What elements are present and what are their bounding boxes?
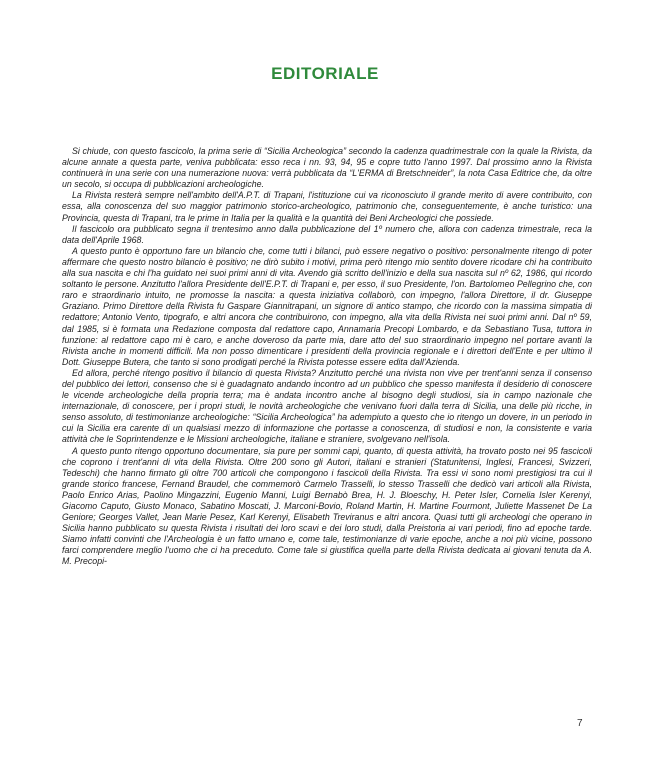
page-number: 7: [577, 718, 583, 729]
article-body: [62, 146, 592, 568]
paragraph: Si chiude, con questo fascicolo, la prima serie di “Sicilia Archeologica” secondo la cadenza quadrimestrale con la quale la Rivista, da alcune annate a questa parte, veniva pubblicata: esso reca i nn. 93, 94, 95 e copre tutto l'anno 1997. Dal prossimo anno la Rivista continuerà in una serie con una numerazione nuova: verrà pubblicata da “L'ERMA di Bretschneider”, la nota Casa Editrice che, da oltre un secolo, si occupa di pubblicazioni archeologiche.: [62, 146, 592, 190]
paragraph: Ed allora, perché ritengo positivo il bilancio di questa Rivista? Anzitutto perché una rivista non vive per trent'anni senza il consenso del pubblico dei lettori, consenso che si è guadagnato andando incontro ad un pubblico che spesso manifesta il desiderio di conoscere le vicende archeologiche della propria terra; ma è andata incontro anche al bisogno degli studiosi, sia in campo nazionale che internazionale, di conoscere, per i propri studi, le novità archeologiche che venivano fuori dalla terra di Sicilia, una delle più ricche, in senso assoluto, di testimonianze archeologiche: “Sicilia Archeologica” ha adempiuto a questo che io ritengo un dovere, in un periodo in cui la Sicilia era carente di un qualsiasi mezzo di informazione che portasse a conoscenza, di studiosi e non, la consistente e varia attività che le Soprintendenze e le Missioni archeologiche, italiane e straniere, svolgevano nell'isola.: [62, 367, 592, 445]
paragraph: Il fascicolo ora pubblicato segna il trentesimo anno dalla pubblicazione del 1º numero che, allora con cadenza trimestrale, reca la data dell'Aprile 1968.: [62, 223, 592, 245]
paragraph: A questo punto ritengo opportuno documentare, sia pure per sommi capi, quanto, di questa attività, ha trovato posto nei 95 fascicoli che coprono i trent'anni di vita della Rivista. Oltre 200 sono gli Autori, italiani e stranieri (Statunitensi, Inglesi, Francesi, Svizzeri, Tedeschi) che hanno firmato gli oltre 700 articoli che compongono i fascicoli della Rivista. Tra essi vi sono nomi prestigiosi tra cui il grande storico francese, Fernand Braudel, che commemorò Carmelo Trasselli, lo stesso Trasselli che dedicò vari articoli alla Rivista, Paolo Enrico Arias, Paolino Mingazzini, Eugenio Manni, Luigi Bernabò Brea, H. J. Bloeschy, H. Peter Isler, Cornelia Isler Kerenyi, Giacomo Caputo, Giusto Monaco, Sabatino Moscati, J. Marconi-Bovio, Roland Martin, H. Martine Fourmont, Juliette Massenet De La Geniore; Georges Vallet, Jean Marie Pesez, Karl Kerenyi, Elisabeth Treviranus e altri ancora. Quasi tutti gli archeologi che operano in Sicilia hanno pubblicato su questa Rivista i risultati dei loro scavi e dei loro studi, dalla Preistoria ai vari periodi, fino ad epoche tarde. Siamo infatti convinti che l'Archeologia è un fatto umano e, come tale, testimonianze di varie epoche, anche a noi più vicine, possono farci comprendere meglio l'uomo che ci ha preceduto. Come tale si giustifica quella parte della Rivista dedicata ai giovani tenuta da A. M. Precopi-: [62, 445, 592, 567]
page-title: EDITORIALE: [271, 64, 379, 83]
paragraph: La Rivista resterà sempre nell'ambito dell'A.P.T. di Trapani, l'istituzione cui va riconosciuto il grande merito di avere contribuito, con essa, alla conoscenza del suo maggior patrimonio storico-archeologico, patrimonio che, conseguentemente, è anche turistico: una Provincia, questa di Trapani, tra le prime in Italia per la qualità e la quantità dei Beni Archeologici che possiede.: [62, 190, 592, 223]
paragraph: A questo punto è opportuno fare un bilancio che, come tutti i bilanci, può essere negativo o positivo: personalmente ritengo di poter affermare che questo nostro bilancio è positivo; ne dirò subito i motivi, prima però ritengo mio sentito dovere ricodare chi ha contribuito alla sua nascita e chi l'ha guidato nei suoi primi anni di vita. Avendo già scritto dell'inizio e della sua nascita sul nº 62, 1986, qui ricordo soltanto le persone. Anzitutto l'allora Presidente dell'E.P.T. di Trapani e, per esso, il suo Presidente, l'on. Bartolomeo Pellegrino che, con raro e straordinario intuito, ne promosse la nascita: a questa iniziativa collaborò, con impegno, l'allora Direttore, il dr. Giuseppe Graziano. Primo Direttore della Rivista fu Gaspare Giannitrapani, un signore di antico stampo, che ricordo con la massima simpatia di redattore; Antonio Vento, tipografo, e altri ancora che contribuirono, con impegno, alla vita della Rivista nei suoi primi anni. Dal nº 59, dal 1985, si è formata una Redazione composta dal redattore capo, Annamaria Precopi Lombardo, e da Sebastiano Tusa, tuttora in funzione: al redattore capo mi è caro, e anche doveroso da parte mia, dare atto del suo straordinario impegno nel portare avanti la Rivista anche in momenti difficili. Ma non posso dimenticare i presidenti della provincia regionale e i direttori dell'Ente e per ultimo il Dott. Giuseppe Butera, che tanto si sono prodigati perché la Rivista potesse essere edita dall'Azienda.: [62, 245, 592, 367]
